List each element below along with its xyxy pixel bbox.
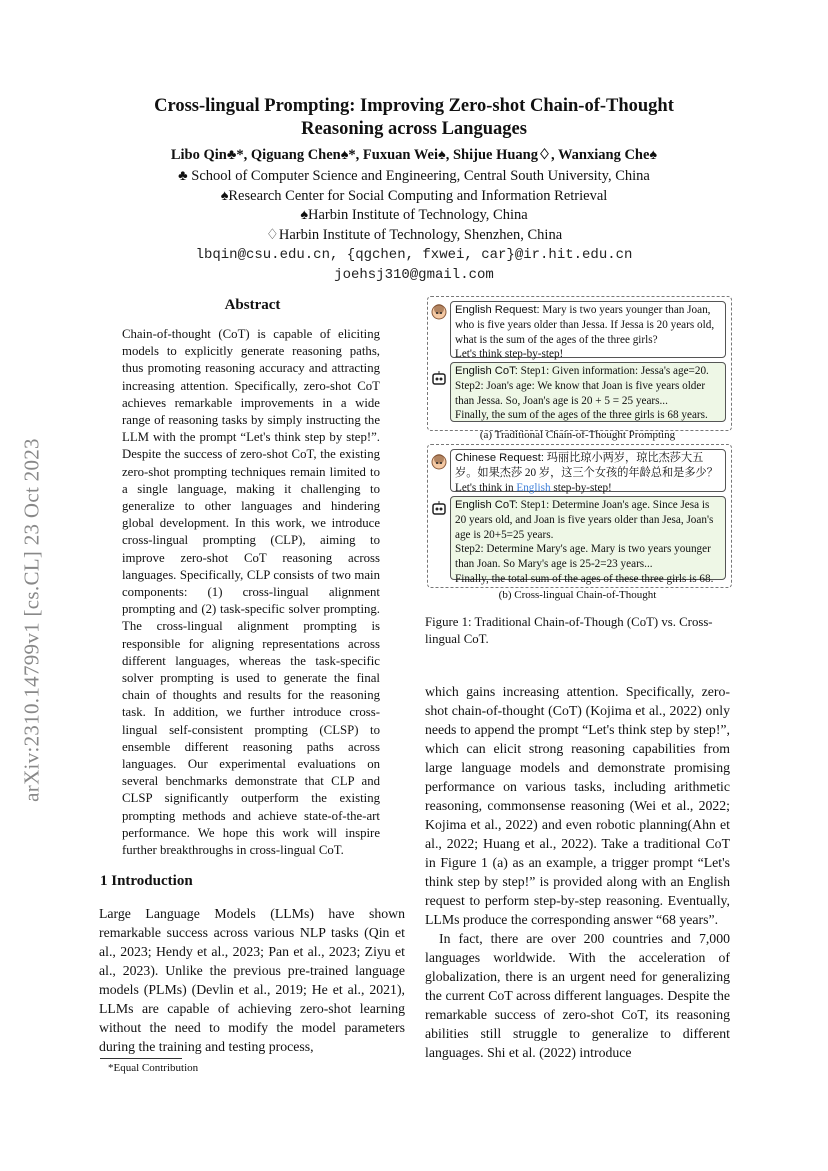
arxiv-sidebar (12, 360, 52, 880)
english-request-prompt: Let's think step-by-step! (455, 348, 564, 361)
english-cot-bubble (450, 362, 726, 422)
english-request-bubble (450, 301, 726, 361)
cot-final: Finally, the sum of the ages of the three girls is 68 years. (455, 409, 708, 422)
email-line-1: lbqin@csu.edu.cn, {qgchen, fxwei, car}@ir.hit.edu.cn (195, 247, 633, 263)
affiliation-2: ♠Research Center for Social Computing and Information Retrieval (220, 188, 608, 204)
cross-lingual-cot-label: English CoT: (455, 499, 518, 511)
intro-paragraph-1: which gains increasing attention. Specifically, zero-shot chain-of-thought (CoT) (Kojima et al., 2022) only needs to append the prompt “Let's think step by step!”, which can elicit strong reasoning capabilities from large language models and demonstrate promising performance on various tasks, including arithmetic reasoning, commonsense reasoning (Wei et al., 2022; Kojima et al., 2022) and even robotic planning(Ahn et al., 2022; Huang et al., 2022). Take a traditional CoT in Figure 1 (a) as an example, a trigger prompt “Let's think step by step!” is provided along with an English request to perform step-by-step reasoning. Eventually, LLMs produce the corresponding answer “68 years”. (425, 684, 730, 927)
chinese-request-label: Chinese Request: (455, 452, 544, 464)
affiliation-3: ♠Harbin Institute of Technology, China (300, 207, 528, 223)
intro-paragraph-2: In fact, there are over 200 countries and 7,000 languages worldwide. With the acceleration of globalization, there is an urgent need for generalizing the current CoT across different languages. Despite the remarkable success of zero-shot CoT, its reasoning abilities still struggle to generalize to different languages. Shi et al. (2022) introduce (425, 931, 730, 1060)
affiliation-4: ♢Harbin Institute of Technology, Shenzhen, China (265, 227, 563, 243)
user-avatar-icon (431, 304, 447, 320)
robot-icon (431, 500, 447, 516)
footnote: *Equal Contribution (108, 1062, 199, 1074)
chinese-request-bubble (450, 449, 726, 492)
title-line-1: Cross-lingual Prompting: Improving Zero-shot Chain-of-Thought (154, 96, 674, 116)
title-line-2: Reasoning across Languages (301, 119, 527, 139)
figure-caption: Figure 1: Traditional Chain-of-Though (CoT) vs. Cross-lingual CoT. (425, 615, 713, 646)
cl-cot-step-1: Step1: Determine Joan's age. Since Jesa is 20 years old, and Joan is five years older than Jesa, Joan's age is 20+5=25 years. (455, 499, 714, 541)
abstract-heading: Abstract (224, 297, 281, 313)
cross-lingual-cot-bubble (450, 496, 726, 585)
intro-column-1: Large Language Models (LLMs) have shown remarkable success across various NLP tasks (Qin et al., 2023; Hendy et al., 2023; Pan et al., 2023; Ziyu et al., 2023). Unlike the previous pre-trained language models (PLMs) (Devlin et al., 2019; He et al., 2021), LLMs are capable of achieving zero-shot learning without the need to modify the model parameters during the training and testing process, (99, 906, 405, 1054)
author-list: Libo Qin♣*, Qiguang Chen♠*, Fuxuan Wei♠, Shijue Huang♢, Wanxiang Che♠ (170, 147, 658, 163)
cl-cot-step-2: Step2: Determine Mary's age. Mary is two years younger than Joan. So Mary's age is 25-2=23 years... (455, 543, 711, 571)
cot-step-1: Step1: Given information: Jessa's age=20. (520, 365, 709, 377)
subcaption-a: (a) Traditional Chain-of-Thought Prompting (479, 429, 676, 441)
english-request-label: English Request: (455, 304, 540, 316)
email-line-2: joehsj310@gmail.com (334, 267, 494, 283)
prompt-prefix: Let's think in (455, 481, 517, 494)
subcaption-b: (b) Cross-lingual Chain-of-Thought (498, 589, 657, 601)
cl-cot-final: Finally, the total sum of the ages of these three girls is 68. (455, 572, 714, 585)
section-heading-introduction: 1 Introduction (100, 873, 193, 889)
affiliation-1: ♣ School of Computer Science and Engineering, Central South University, China (178, 168, 650, 184)
intro-column-2 (425, 682, 730, 1062)
robot-icon (431, 370, 447, 386)
footnote-rule (100, 1058, 182, 1059)
prompt-suffix: step-by-step! (550, 481, 612, 494)
user-avatar-icon (431, 454, 447, 470)
chinese-request-text: 玛丽比琼小两岁，琼比杰莎大五岁。如果杰莎 20 岁，这三个女孩的年龄总和是多少？ (455, 452, 718, 479)
prompt-language: English (516, 481, 551, 494)
arxiv-id: arXiv:2310.14799v1 [cs.CL] 23 Oct 2023 (19, 438, 44, 802)
english-request-text: Mary is two years younger than Joan, who is five years older than Jessa. If Jessa is 20 years old, what is the sum of the ages of the three girls? (455, 304, 715, 346)
abstract-text: Chain-of-thought (CoT) is capable of eliciting models to explicitly generate reasoning paths, thus promoting reasoning accuracy and attracting increasing attention. Specifically, zero-shot CoT achieves remarkable improvements in a wide range of reasoning tasks by simply instructing the LLM with the prompt “Let's think step by step!”. Despite the success of zero-shot CoT, the existing zero-shot prompting techniques remain limited to a single language, making it challenging to generalize to other languages and hindering global development. In this work, we introduce cross-lingual prompting (CLP), aiming to improve zero-shot CoT reasoning across languages. Specifically, CLP consists of two main components: (1) cross-lingual alignment prompting and (2) task-specific solver prompting. The cross-lingual alignment prompting is responsible for aligning representations across different languages, whereas the task-specific solver prompting is used to generate the final chain of thoughts and results for the reasoning task. In addition, we further introduce cross-lingual self-consistent prompting (CLSP) to ensemble different reasoning paths across languages. Our experimental evaluations on several benchmarks demonstrate that CLP and CLSP significantly outperform the existing prompting methods and achieve state-of-the-art performance. We hope this work will inspire further breakthroughs in cross-lingual CoT. (122, 327, 380, 858)
cot-step-2: Step2: Joan's age: We know that Joan is five years older than Jessa. So, Joan's age is 20 + 5 = 25 years... (455, 379, 706, 407)
english-cot-label: English CoT: (455, 365, 518, 377)
paper-title (100, 95, 728, 141)
